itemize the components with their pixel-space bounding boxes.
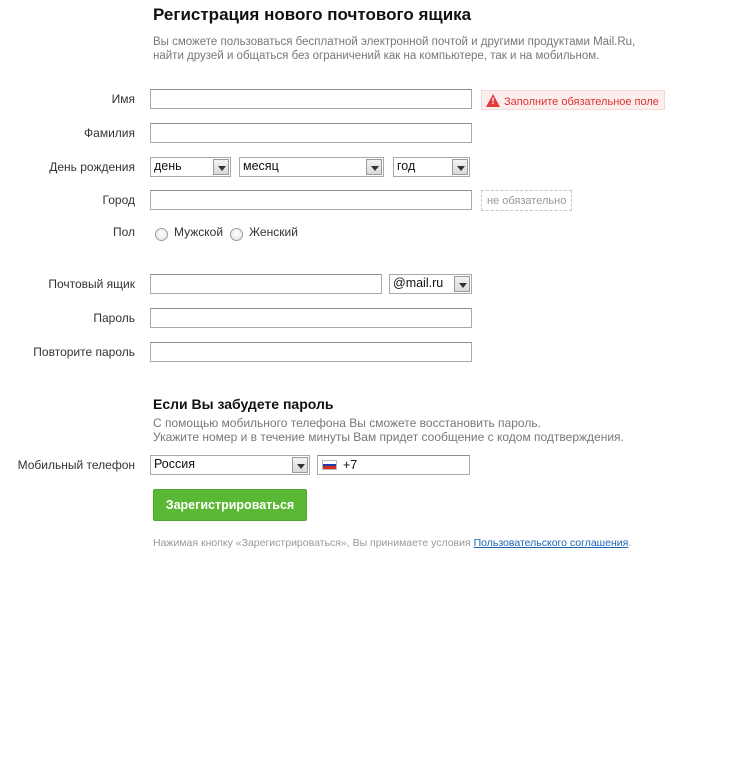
chevron-down-icon <box>292 457 308 473</box>
register-button[interactable]: Зарегистрироваться <box>153 489 307 521</box>
gender-male-radio[interactable] <box>155 228 168 241</box>
terms-notice <box>153 537 631 549</box>
country-value: Россия <box>154 457 195 471</box>
password-input[interactable] <box>150 308 472 328</box>
country-select[interactable] <box>150 455 310 475</box>
mailbox-input[interactable] <box>150 274 382 294</box>
user-agreement-link[interactable]: Пользовательского соглашения <box>473 537 629 549</box>
first-name-label: Имя <box>111 92 135 106</box>
birthday-month-select[interactable] <box>239 157 384 177</box>
recovery-hint-line2: Укажите номер и в течение минуты Вам придет сообщение с кодом подтверждения. <box>153 430 624 444</box>
chevron-down-icon <box>452 159 468 175</box>
birthday-year-value: год <box>397 159 416 173</box>
gender-female-label[interactable]: Женский <box>249 225 298 239</box>
phone-label: Мобильный телефон <box>17 458 135 472</box>
password-repeat-label: Повторите пароль <box>33 345 135 359</box>
chevron-down-icon <box>213 159 229 175</box>
birthday-day-value: день <box>154 159 182 173</box>
page-description-line1: Вы сможете пользоваться бесплатной электронной почтой и другими продуктами Mail.Ru, <box>153 36 636 48</box>
password-repeat-input[interactable] <box>150 342 472 362</box>
city-label: Город <box>102 193 135 207</box>
birthday-label: День рождения <box>49 160 135 174</box>
city-input[interactable] <box>150 190 472 210</box>
gender-male-label[interactable]: Мужской <box>174 225 224 239</box>
password-label: Пароль <box>93 311 135 325</box>
recovery-hint-line1: С помощью мобильного телефона Вы сможете восстановить пароль. <box>153 416 541 430</box>
error-message: Заполните обязательное поле <box>504 96 659 108</box>
mail-domain-select[interactable] <box>389 274 472 294</box>
chevron-down-icon <box>366 159 382 175</box>
chevron-down-icon <box>454 276 470 292</box>
russia-flag-icon <box>322 460 337 470</box>
terms-end: . <box>628 537 632 549</box>
page-title: Регистрация нового почтового ящика <box>153 5 472 24</box>
birthday-month-value: месяц <box>243 159 279 173</box>
terms-text: Нажимая кнопку «Зарегистрироваться», Вы принимаете условия <box>153 537 474 549</box>
phone-value: +7 <box>343 458 358 472</box>
city-optional-hint: не обязательно <box>481 190 572 211</box>
phone-input[interactable] <box>317 455 470 475</box>
mailbox-label: Почтовый ящик <box>48 277 135 291</box>
last-name-input[interactable] <box>150 123 472 143</box>
gender-female-radio[interactable] <box>230 228 243 241</box>
gender-label: Пол <box>112 225 135 239</box>
birthday-year-select[interactable] <box>393 157 470 177</box>
recovery-title: Если Вы забудете пароль <box>153 396 334 412</box>
page-description-line2: найти друзей и общаться без ограничений как на компьютере, так и на мобильном. <box>153 50 600 62</box>
warning-icon: ! <box>486 94 500 107</box>
birthday-day-select[interactable] <box>150 157 231 177</box>
mail-domain-value: @mail.ru <box>393 276 444 290</box>
first-name-input[interactable] <box>150 89 472 109</box>
last-name-label: Фамилия <box>84 126 135 140</box>
first-name-error <box>481 90 665 110</box>
